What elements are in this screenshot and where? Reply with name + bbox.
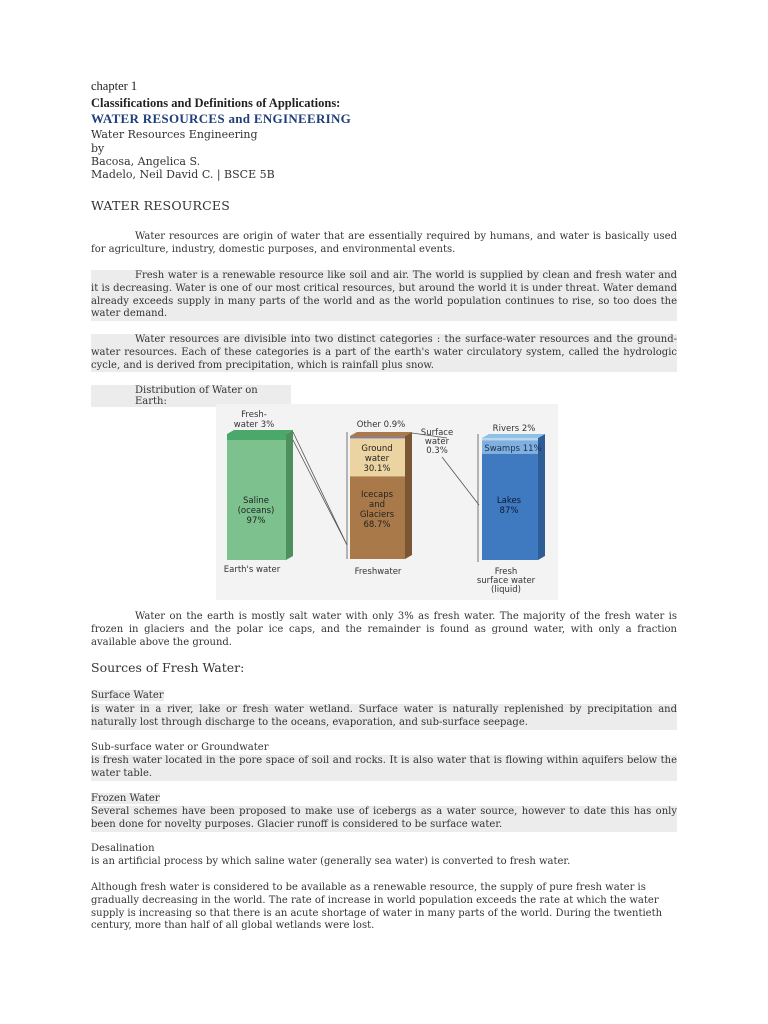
bar2-other-segment: [350, 436, 405, 437]
frozen-water-text: Several schemes have been proposed to make use of icebergs as a water source, however to date this has only been done for novelty purposes. Glacier runoff is considered to be surface water.: [91, 806, 677, 830]
bar2-side-label-3: 0.3%: [426, 446, 448, 456]
bar1-top-face: [227, 430, 293, 434]
bar3-axis-label-2: surface water: [476, 576, 536, 586]
bar3-top-label: Rivers 2%: [492, 424, 536, 434]
chapter-label: chapter 1: [91, 79, 138, 93]
bar1-freshwater-segment: [227, 434, 286, 440]
bar3-top-face: [482, 434, 545, 438]
bar2-bottom-label-2: and: [369, 500, 385, 510]
document-subtitle: WATER RESOURCES and ENGINEERING: [91, 111, 352, 126]
bar3-main-label-2: 87%: [499, 506, 519, 516]
bar3-rivers-segment: [482, 438, 538, 440]
course-name: Water Resources Engineering: [91, 128, 258, 141]
section-title: WATER RESOURCES: [91, 198, 230, 213]
bar1-side: [286, 430, 293, 560]
bar2-mid-label-3: 30.1%: [363, 464, 391, 474]
author-2: Madelo, Neil David C. | BSCE 5B: [91, 168, 275, 181]
water-distribution-figure: [216, 404, 558, 600]
groundwater-heading: Sub-surface water or Groundwater: [91, 742, 269, 753]
figure-caption-text: Distribution of Water on Earth:: [135, 385, 258, 407]
bar1-axis-label: Earth's water: [223, 565, 281, 575]
bar1-main-label-2: (oceans): [237, 506, 275, 516]
bar2-top-label: Other 0.9%: [356, 420, 406, 430]
bar2-mid-label-2: water: [364, 454, 390, 464]
bar2-bottom-label-1: Icecaps: [360, 490, 394, 500]
sources-title: Sources of Fresh Water:: [91, 660, 245, 675]
bar2-axis-label: Freshwater: [354, 567, 402, 577]
bar3-axis-label-3: (liquid): [491, 585, 521, 595]
bar2-top-face: [350, 432, 412, 436]
author-1: Bacosa, Angelica S.: [91, 155, 201, 168]
closing-paragraph: Although fresh water is considered to be available as a renewable resource, the supply of pure fresh water is gradually decreasing in the world. The rate of increase in world population exceeds the rate at which the water supply is increasing so that there is an acute shortage of water in many parts of the world. During the twentieth century, more than half of all global wetlands were lost.: [91, 882, 663, 932]
paragraph-2: Fresh water is a renewable resource like soil and air. The world is supplied by clean and fresh water and it is decreasing. Water is one of our most critical resources, but around the world it is under threat. Water demand already exceeds supply in many parts of the world and as the world population continues to rise, so too does the water demand.: [91, 270, 677, 320]
surface-water-heading: Surface Water: [91, 690, 164, 701]
desalination-heading: Desalination: [91, 843, 155, 854]
bar3-axis-label-1: Fresh: [494, 567, 518, 577]
by-label: by: [91, 142, 105, 155]
bar2-side: [405, 432, 412, 559]
frozen-water-heading: Frozen Water: [91, 793, 160, 804]
bar1-main-label-1: Saline: [243, 496, 269, 506]
bar2-mid-label-1: Ground: [361, 444, 393, 454]
paragraph-1: Water resources are origin of water that are essentially required by humans, and water is basically used for agriculture, industry, domestic purposes, and environmental events.: [91, 231, 677, 255]
bar2-bottom-label-4: 68.7%: [363, 520, 391, 530]
bar2-bottom-label-3: Glaciers: [359, 510, 395, 520]
groundwater-text: is fresh water located in the pore space of soil and rocks. It is also water that is flowing within aquifers below the water table.: [91, 755, 677, 779]
bar2-side-label-1: Surface: [420, 428, 454, 438]
paragraph-4: Water on the earth is mostly salt water with only 3% as fresh water. The majority of the fresh water is frozen in glaciers and the polar ice caps, and the remainder is found as ground water, with only a fraction available above the ground.: [91, 611, 677, 648]
bar1-main-label-3: 97%: [246, 516, 266, 526]
paragraph-3: Water resources are divisible into two distinct categories : the surface-water resources and the ground-water resources. Each of these categories is a part of the earth's water circulatory system, called the hydrologic cycle, and is derived from precipitation, which is rainfall plus snow.: [91, 334, 677, 371]
bar1-top-label-2: water 3%: [233, 420, 275, 430]
bar3-main-label-1: Lakes: [496, 496, 522, 506]
bar2-surface-segment: [350, 437, 405, 438]
bar1-top-label-1: Fresh-: [241, 410, 267, 420]
document-title: Classifications and Definitions of Applications:: [91, 96, 341, 110]
bar3-swamps-label: Swamps 11%: [484, 444, 542, 454]
bar2-side-label-2: water: [424, 437, 450, 447]
desalination-text: is an artificial process by which saline water (generally sea water) is converted to fresh water.: [91, 856, 571, 867]
surface-water-text: is water in a river, lake or fresh water wetland. Surface water is naturally replenished by precipitation and naturally lost through discharge to the oceans, evaporation, and sub-surface seepage.: [91, 704, 677, 728]
